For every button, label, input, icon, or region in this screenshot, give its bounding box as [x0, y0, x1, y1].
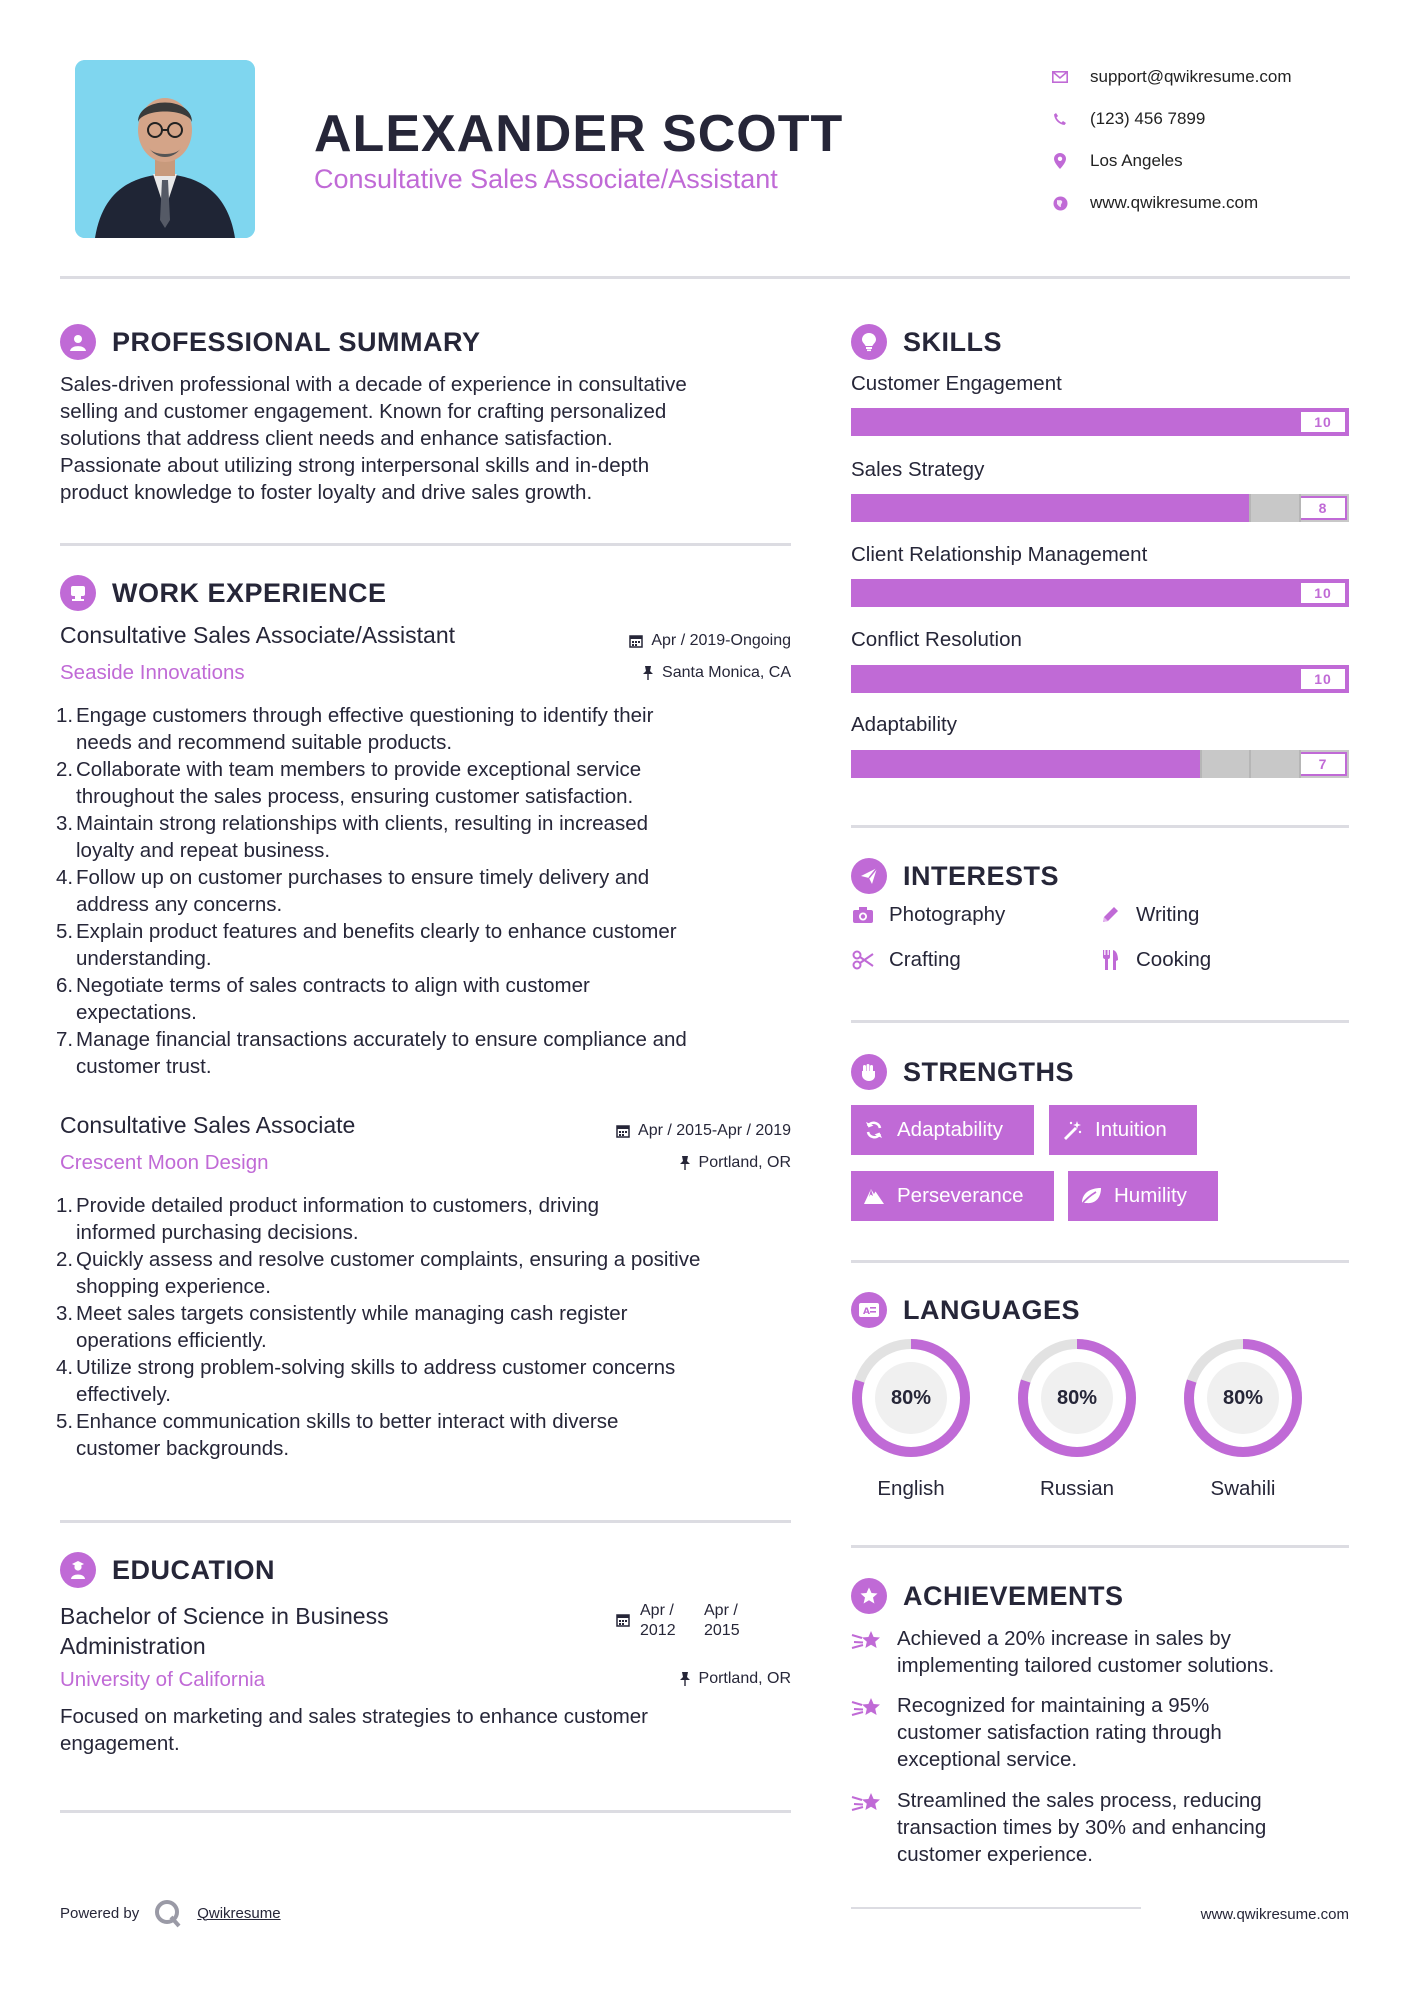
- degree-line: Administration: [60, 1633, 206, 1659]
- skill-bar-fill: [851, 579, 1349, 607]
- degree-title: [60, 1601, 389, 1661]
- skill-bar-segment: [1299, 750, 1301, 778]
- language-russian: [1016, 1337, 1138, 1501]
- skill-bar-fill: [851, 408, 1349, 436]
- list-item: 7. Manage financial transactions accurately to ensure compliance and customer trust.: [56, 1028, 687, 1078]
- pushpin-icon: [679, 1156, 691, 1170]
- skill-bar-segment: [1200, 750, 1202, 778]
- utensils-icon: [1098, 948, 1122, 972]
- powered-by-label: Powered by: [60, 1904, 140, 1922]
- skill-label: Conflict Resolution: [851, 628, 1022, 651]
- graduate-icon: [60, 1552, 96, 1588]
- magic-wand-icon: [1061, 1119, 1083, 1141]
- map-pin-icon: [1050, 151, 1070, 171]
- education-end: Apr / 2015: [704, 1602, 740, 1639]
- mountain-icon: [863, 1185, 885, 1207]
- candidate-title: Consultative Sales Associate/Assistant: [314, 164, 778, 194]
- paper-plane-icon: [851, 858, 887, 894]
- skill-bar-segment: [1299, 494, 1301, 522]
- language-percent: 80%: [1056, 1387, 1098, 1409]
- job-2-title: Consultative Sales Associate: [60, 1112, 356, 1138]
- strength-adaptability: Adaptability: [851, 1105, 1034, 1155]
- language-percent: 80%: [1222, 1387, 1264, 1409]
- skill-bar-fill: [851, 665, 1349, 693]
- list-item: 3. Meet sales targets consistently while managing cash register operations efficiently.: [56, 1302, 628, 1352]
- job-2-location-text: Portland, OR: [698, 1154, 791, 1171]
- interests-heading: [851, 858, 1059, 894]
- shooting-star-icon: [851, 1694, 883, 1722]
- summary-line: solutions that address client needs and enhance satisfaction.: [60, 427, 613, 450]
- shooting-star-icon: [851, 1789, 883, 1817]
- language-name: Swahili: [1210, 1477, 1276, 1500]
- skill-label: Sales Strategy: [851, 458, 985, 481]
- language-ring: [1182, 1337, 1304, 1459]
- calendar-icon: [616, 1613, 630, 1627]
- header-divider: [60, 276, 1350, 279]
- pencil-icon: [1098, 903, 1122, 927]
- camera-icon: [851, 903, 875, 927]
- skill-score: 7: [1299, 752, 1347, 776]
- strength-perseverance: Perseverance: [851, 1171, 1054, 1221]
- list-item: 4. Utilize strong problem-solving skills to address customer concerns effectively.: [56, 1356, 676, 1406]
- contact-location-text: Los Angeles: [1090, 151, 1183, 170]
- job-2-duties: [58, 1192, 798, 1462]
- job-1-company: Seaside Innovations: [60, 661, 245, 684]
- skill-score: 10: [1299, 667, 1347, 691]
- skill-score: 8: [1299, 496, 1347, 520]
- strengths-heading: [851, 1054, 1074, 1090]
- list-item: 1. Provide detailed product information to customers, driving informed purchasing decisions.: [56, 1194, 600, 1244]
- skill-bar-segment: [1249, 750, 1251, 778]
- contact-block: [1050, 56, 1350, 224]
- job-1-duties: [58, 702, 798, 1080]
- list-item: 1. Engage customers through effective questioning to identify their needs and recommend suitable products.: [56, 704, 654, 754]
- user-icon: [60, 324, 96, 360]
- education-description: Focused on marketing and sales strategies to enhance customer engagement.: [60, 1705, 648, 1755]
- footer-divider: [851, 1907, 1141, 1909]
- achievements-heading: [851, 1578, 1124, 1614]
- strength-intuition: Intuition: [1049, 1105, 1197, 1155]
- refresh-icon: [863, 1119, 885, 1141]
- skill-bar: [851, 665, 1349, 693]
- skill-label: Customer Engagement: [851, 372, 1062, 395]
- summary-divider: [60, 543, 791, 546]
- leaf-icon: [1080, 1185, 1102, 1207]
- experience-title: WORK EXPERIENCE: [112, 577, 387, 608]
- strength-humility: Humility: [1068, 1171, 1218, 1221]
- school-name: University of California: [60, 1668, 266, 1691]
- summary-title: PROFESSIONAL SUMMARY: [112, 326, 481, 357]
- skill-bar: [851, 494, 1349, 522]
- summary-text: [60, 371, 800, 506]
- envelope-icon: [1050, 67, 1070, 87]
- summary-line: product knowledge to foster loyalty and drive sales growth.: [60, 481, 593, 504]
- language-percent: 80%: [890, 1387, 932, 1409]
- skill-bar-fill: [851, 750, 1200, 778]
- job-2-dates-text: Apr / 2015-Apr / 2019: [638, 1122, 791, 1139]
- languages-divider: [851, 1545, 1349, 1548]
- contact-phone-text: (123) 456 7899: [1090, 109, 1206, 128]
- list-item: 4. Follow up on customer purchases to ensure timely delivery and address any concerns.: [56, 866, 650, 916]
- language-name: Russian: [1039, 1477, 1115, 1500]
- languages-title: LANGUAGES: [903, 1294, 1081, 1325]
- education-title: EDUCATION: [112, 1554, 275, 1585]
- summary-line: Passionate about utilizing strong interpersonal skills and in-depth: [60, 454, 650, 477]
- skill-bar: [851, 408, 1349, 436]
- svg-text:A: A: [863, 1307, 870, 1317]
- calendar-icon: [616, 1124, 630, 1138]
- pushpin-icon: [642, 666, 654, 680]
- list-item: 2. Collaborate with team members to provide exceptional service throughout the sales process, ensuring customer satisfaction.: [56, 758, 642, 808]
- job-2-location: [679, 1154, 791, 1172]
- job-1-location-text: Santa Monica, CA: [662, 664, 791, 681]
- profile-photo: [75, 60, 255, 238]
- list-item: 5. Enhance communication skills to better interact with diverse customer backgrounds.: [56, 1410, 619, 1460]
- scissors-icon: [851, 948, 875, 972]
- skill-bar: [851, 579, 1349, 607]
- contact-email[interactable]: [1050, 56, 1350, 98]
- skill-label: Adaptability: [851, 713, 957, 736]
- language-swahili: [1182, 1337, 1304, 1501]
- education-divider: [60, 1810, 791, 1813]
- footer-powered-by: [60, 1898, 281, 1928]
- language-ring: [850, 1337, 972, 1459]
- experience-heading: [60, 575, 387, 611]
- language-icon: [851, 1292, 887, 1328]
- shooting-star-icon: [851, 1627, 883, 1655]
- qwikresume-logo-icon: [153, 1898, 183, 1928]
- qwikresume-link[interactable]: Qwikresume: [197, 1904, 281, 1922]
- job-1-title: Consultative Sales Associate/Assistant: [60, 622, 456, 648]
- contact-location: [1050, 140, 1350, 182]
- job-1-dates: [629, 632, 791, 650]
- phone-icon: [1050, 109, 1070, 129]
- strengths-divider: [851, 1260, 1349, 1263]
- job-2-dates: [616, 1122, 791, 1140]
- degree-line: Bachelor of Science in Business: [60, 1603, 389, 1629]
- language-english: [850, 1337, 972, 1501]
- job-1-dates-text: Apr / 2019-Ongoing: [651, 632, 791, 649]
- briefcase-icon: [60, 575, 96, 611]
- candidate-name: ALEXANDER SCOTT: [314, 105, 844, 163]
- strengths-title: STRENGTHS: [903, 1056, 1075, 1087]
- language-ring: [1016, 1337, 1138, 1459]
- achievement-item: Achieved a 20% increase in sales by implementing tailored customer solutions.: [851, 1625, 1361, 1679]
- skill-bar-segment: [1249, 494, 1251, 522]
- education-dates: [616, 1601, 760, 1641]
- education-location: [679, 1670, 791, 1688]
- skill-bar-fill: [851, 494, 1249, 522]
- contact-website-text: www.qwikresume.com: [1090, 193, 1259, 212]
- skill-score: 10: [1299, 410, 1347, 434]
- interest-writing: Writing: [1098, 903, 1199, 927]
- skill-score: 10: [1299, 581, 1347, 605]
- skills-heading: [851, 324, 1002, 360]
- globe-icon: [1050, 193, 1070, 213]
- job-1-location: [642, 664, 791, 682]
- contact-email-text: support@qwikresume.com: [1090, 67, 1292, 86]
- interest-crafting: Crafting: [851, 948, 961, 972]
- education-heading: [60, 1552, 275, 1588]
- pushpin-icon: [679, 1672, 691, 1686]
- job-2-company: Crescent Moon Design: [60, 1151, 269, 1174]
- achievement-item: Streamlined the sales process, reducing transaction times by 30% and enhancing customer experience.: [851, 1787, 1361, 1868]
- interest-cooking: Cooking: [1098, 948, 1211, 972]
- interests-title: INTERESTS: [903, 860, 1060, 891]
- fist-icon: [851, 1054, 887, 1090]
- education-location-text: Portland, OR: [698, 1670, 791, 1687]
- contact-phone[interactable]: [1050, 98, 1350, 140]
- contact-website[interactable]: [1050, 182, 1350, 224]
- skills-divider: [851, 825, 1349, 828]
- skill-bar: [851, 750, 1349, 778]
- interest-photography: Photography: [851, 903, 1005, 927]
- lightbulb-icon: [851, 324, 887, 360]
- experience-divider: [60, 1520, 791, 1523]
- calendar-icon: [629, 634, 643, 648]
- interests-divider: [851, 1020, 1349, 1023]
- list-item: 2. Quickly assess and resolve customer complaints, ensuring a positive shopping experience.: [56, 1248, 701, 1298]
- language-name: English: [877, 1477, 945, 1500]
- achievement-item: Recognized for maintaining a 95% customer satisfaction rating through exceptional service.: [851, 1692, 1361, 1773]
- skills-title: SKILLS: [903, 326, 1003, 357]
- list-item: 3. Maintain strong relationships with clients, resulting in increased loyalty and repeat business.: [56, 812, 649, 862]
- list-item: 5. Explain product features and benefits clearly to enhance customer understanding.: [56, 920, 677, 970]
- achievements-title: ACHIEVEMENTS: [903, 1580, 1124, 1611]
- list-item: 6. Negotiate terms of sales contracts to align with customer expectations.: [56, 974, 590, 1024]
- skill-label: Client Relationship Management: [851, 543, 1148, 566]
- summary-line: Sales-driven professional with a decade of experience in consultative: [60, 373, 687, 396]
- summary-heading: [60, 324, 481, 360]
- education-start: Apr / 2012: [640, 1602, 676, 1639]
- footer-website[interactable]: www.qwikresume.com: [1200, 1906, 1349, 1923]
- star-badge-icon: [851, 1578, 887, 1614]
- summary-line: selling and customer engagement. Known for crafting personalized: [60, 400, 667, 423]
- languages-heading: [851, 1292, 1080, 1328]
